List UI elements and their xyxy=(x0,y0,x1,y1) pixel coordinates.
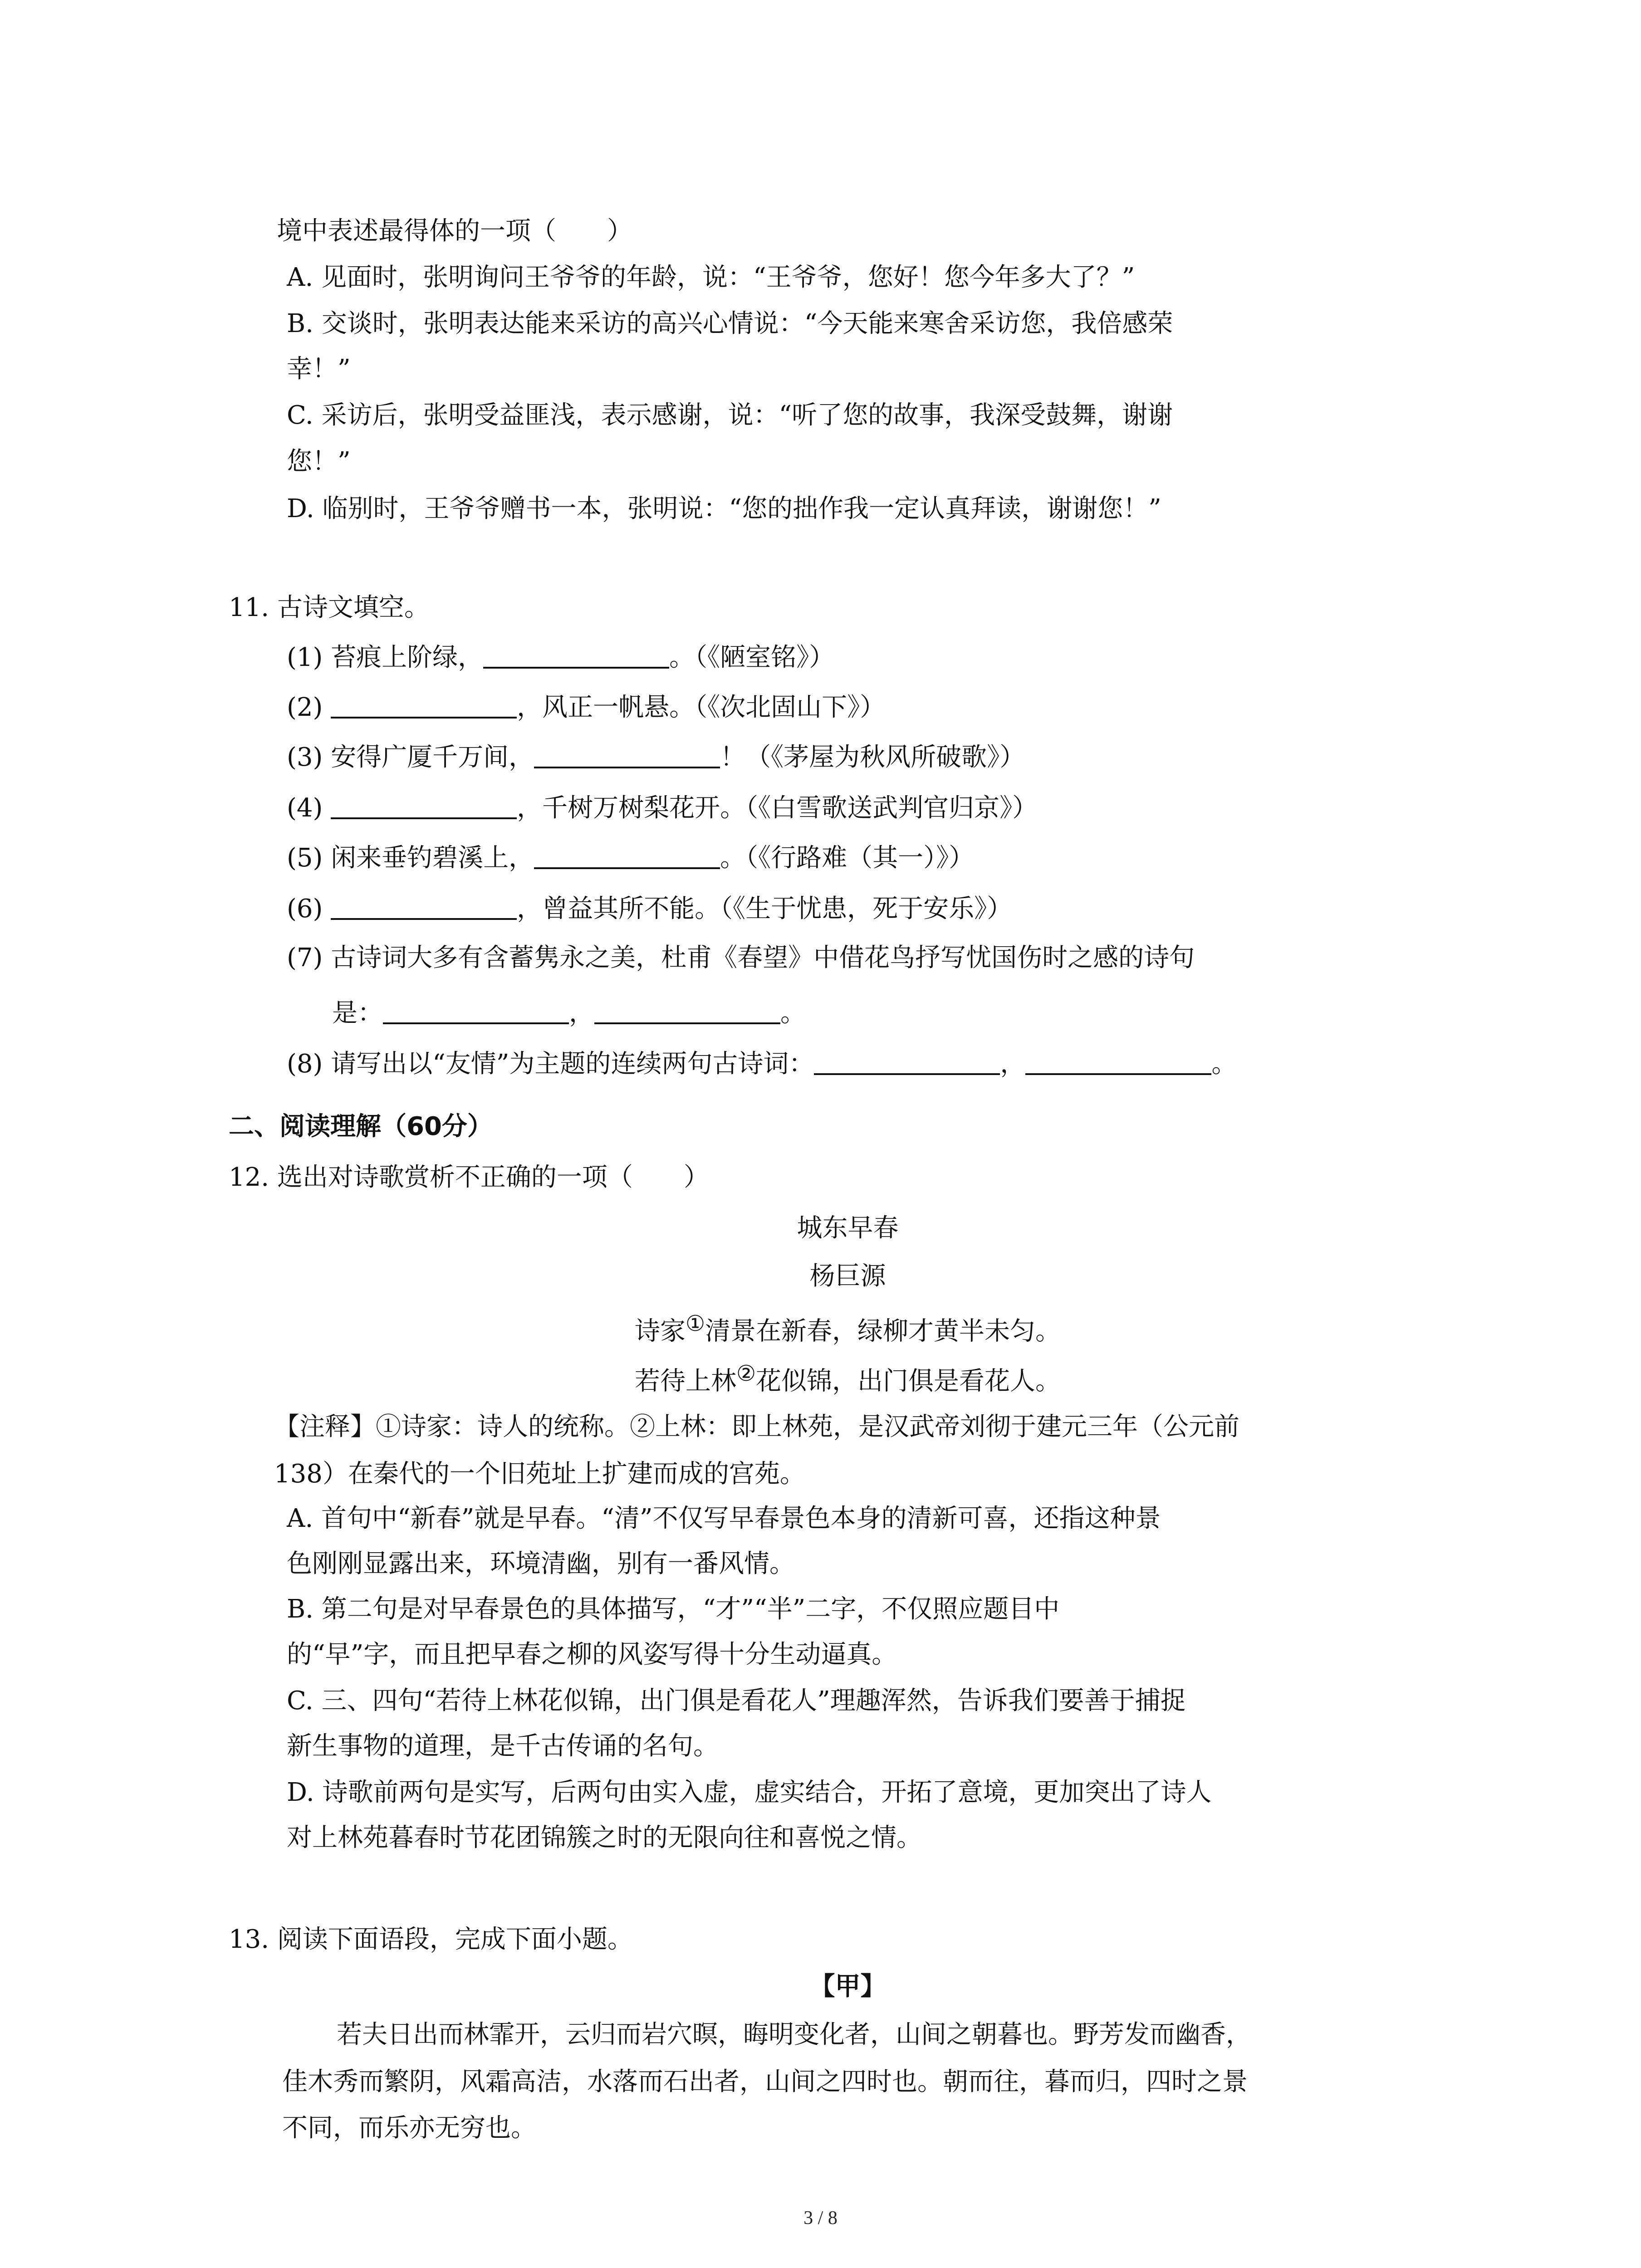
item-text: 古诗词大多有含蓄隽永之美，杜甫《春望》中借花鸟抒写忧国伤时之感的诗句 xyxy=(331,943,1195,973)
item-number: (6) xyxy=(287,894,323,924)
q12-option-a-cont: 色刚刚显露出来，环境清幽，别有一番风情。 xyxy=(287,1549,795,1579)
answer-blank[interactable] xyxy=(534,739,720,768)
answer-blank[interactable] xyxy=(331,891,517,920)
separator: ， xyxy=(1000,1049,1026,1079)
q13-stem: 13. 阅读下面语段，完成下面小题。 xyxy=(229,1925,633,1954)
item-text-after: ！（《茅屋为秋风所破歌》） xyxy=(720,743,1025,772)
passage-line-1: 若夫日出而林霏开，云归而岩穴暝，晦明变化者，山间之朝暮也。野芳发而幽香， xyxy=(337,2020,1251,2049)
footnote-marker: ① xyxy=(685,1311,705,1336)
item-text-after: 。（《陋室铭》） xyxy=(669,643,835,672)
answer-blank[interactable] xyxy=(331,790,517,819)
page-number: 3 / 8 xyxy=(803,2208,838,2229)
item-number: (1) xyxy=(287,643,323,672)
answer-blank[interactable] xyxy=(383,995,569,1024)
q11-item-7-cont xyxy=(332,995,806,1031)
item-text-before: 安得广厦千万间， xyxy=(331,743,534,772)
passage-line-2: 佳木秀而繁阴，风霜高洁，水落而石出者，山间之四时也。朝而往，暮而归，四时之景 xyxy=(282,2067,1248,2097)
q12-option-d: D. 诗歌前两句是实写，后两句由实入虚，虚实结合，开拓了意境，更加突出了诗人 xyxy=(287,1778,1212,1807)
footnote-marker: ② xyxy=(736,1361,756,1386)
item-number: (7) xyxy=(287,943,323,973)
answer-blank[interactable] xyxy=(483,640,669,669)
section-heading: 二、阅读理解（60分） xyxy=(229,1112,493,1141)
item-number: (8) xyxy=(287,1049,323,1079)
separator: ， xyxy=(569,998,594,1028)
passage-label: 【甲】 xyxy=(809,1972,886,2001)
q12-option-b: B. 第二句是对早春景色的具体描写，“才”“半”二字，不仅照应题目中 xyxy=(287,1594,1060,1624)
q11-item-3 xyxy=(287,739,1025,775)
q10-option-c-cont: 您！” xyxy=(287,447,351,476)
q10-option-d: D. 临别时，王爷爷赠书一本，张明说：“您的拙作我一定认真拜读，谢谢您！” xyxy=(287,494,1161,523)
q11-item-5 xyxy=(287,840,974,875)
poem-note: 【注释】①诗家：诗人的统称。②上林：即上林苑，是汉武帝刘彻于建元三年（公元前 xyxy=(274,1412,1239,1442)
q12-stem: 12. 选出对诗歌赏析不正确的一项（ ） xyxy=(229,1163,709,1192)
poem-text: 诗家 xyxy=(634,1316,686,1346)
item-number: (5) xyxy=(287,843,323,873)
answer-blank[interactable] xyxy=(534,840,720,869)
q11-item-8 xyxy=(287,1046,1237,1081)
item-text-after: ，千树万树梨花开。（《白雪歌送武判官归京》） xyxy=(517,793,1038,823)
q11-item-6 xyxy=(287,891,1012,926)
q11-item-4 xyxy=(287,790,1038,826)
answer-blank[interactable] xyxy=(594,995,780,1024)
poem-title: 城东早春 xyxy=(797,1213,899,1243)
item-text-before: 苔痕上阶绿， xyxy=(331,643,484,672)
poem-text: 花似锦，出门俱是看花人。 xyxy=(756,1366,1061,1396)
poem-text: 若待上林 xyxy=(634,1366,736,1396)
item-text-end: 。 xyxy=(780,998,806,1028)
q10-option-b-cont: 幸！” xyxy=(287,354,351,384)
item-text-after: ，风正一帆悬。（《次北固山下》） xyxy=(517,693,886,722)
q10-stem-end: 境中表述最得体的一项（ ） xyxy=(277,216,632,246)
answer-blank[interactable] xyxy=(814,1046,1000,1075)
passage-line-3: 不同，而乐亦无穷也。 xyxy=(282,2113,536,2143)
answer-blank[interactable] xyxy=(1025,1046,1211,1075)
item-text-end: 。 xyxy=(1211,1049,1237,1079)
poem-line-1 xyxy=(0,1306,1641,1349)
item-text-before: 闲来垂钓碧溪上， xyxy=(331,843,534,873)
answer-blank[interactable] xyxy=(331,689,517,719)
item-number: (4) xyxy=(287,793,323,823)
q12-option-a: A. 首句中“新春”就是早春。“清”不仅写早春景色本身的清新可喜，还指这种景 xyxy=(287,1504,1161,1533)
poem-author: 杨巨源 xyxy=(809,1261,886,1291)
poem-text: 清景在新春，绿柳才黄半未匀。 xyxy=(705,1316,1061,1346)
q11-item-1 xyxy=(287,640,834,675)
q10-option-b: B. 交谈时，张明表达能来采访的高兴心情说：“今天能来寒舍采访您，我倍感荣 xyxy=(287,309,1173,338)
item-text-after: ，曾益其所不能。（《生于忧患，死于安乐》） xyxy=(517,894,1013,924)
q12-option-c-cont: 新生事物的道理，是千古传诵的名句。 xyxy=(287,1731,719,1761)
item-text-before: 是： xyxy=(332,998,383,1028)
poem-note-cont: 138）在秦代的一个旧苑址上扩建而成的宫苑。 xyxy=(274,1459,805,1489)
item-number: (2) xyxy=(287,693,323,722)
q12-option-b-cont: 的“早”字，而且把早春之柳的风姿写得十分生动逼真。 xyxy=(287,1640,897,1669)
q12-option-d-cont: 对上林苑暮春时节花团锦簇之时的无限向往和喜悦之情。 xyxy=(287,1823,922,1853)
item-text-before: 请写出以“友情”为主题的连续两句古诗词： xyxy=(331,1049,814,1079)
q11-title: 11. 古诗文填空。 xyxy=(229,593,430,622)
q10-option-c: C. 采访后，张明受益匪浅，表示感谢，说：“听了您的故事，我深受鼓舞，谢谢 xyxy=(287,401,1173,430)
q12-option-c: C. 三、四句“若待上林花似锦，出门俱是看花人”理趣浑然，告诉我们要善于捕捉 xyxy=(287,1686,1186,1716)
q10-option-a: A. 见面时，张明询问王爷爷的年龄，说：“王爷爷，您好！您今年多大了？” xyxy=(287,263,1135,292)
item-text-after: 。（《行路难（其一）》） xyxy=(720,843,975,873)
item-number: (3) xyxy=(287,743,323,772)
poem-line-2 xyxy=(0,1356,1641,1399)
q11-item-7 xyxy=(287,941,1195,975)
q11-item-2 xyxy=(287,689,885,725)
